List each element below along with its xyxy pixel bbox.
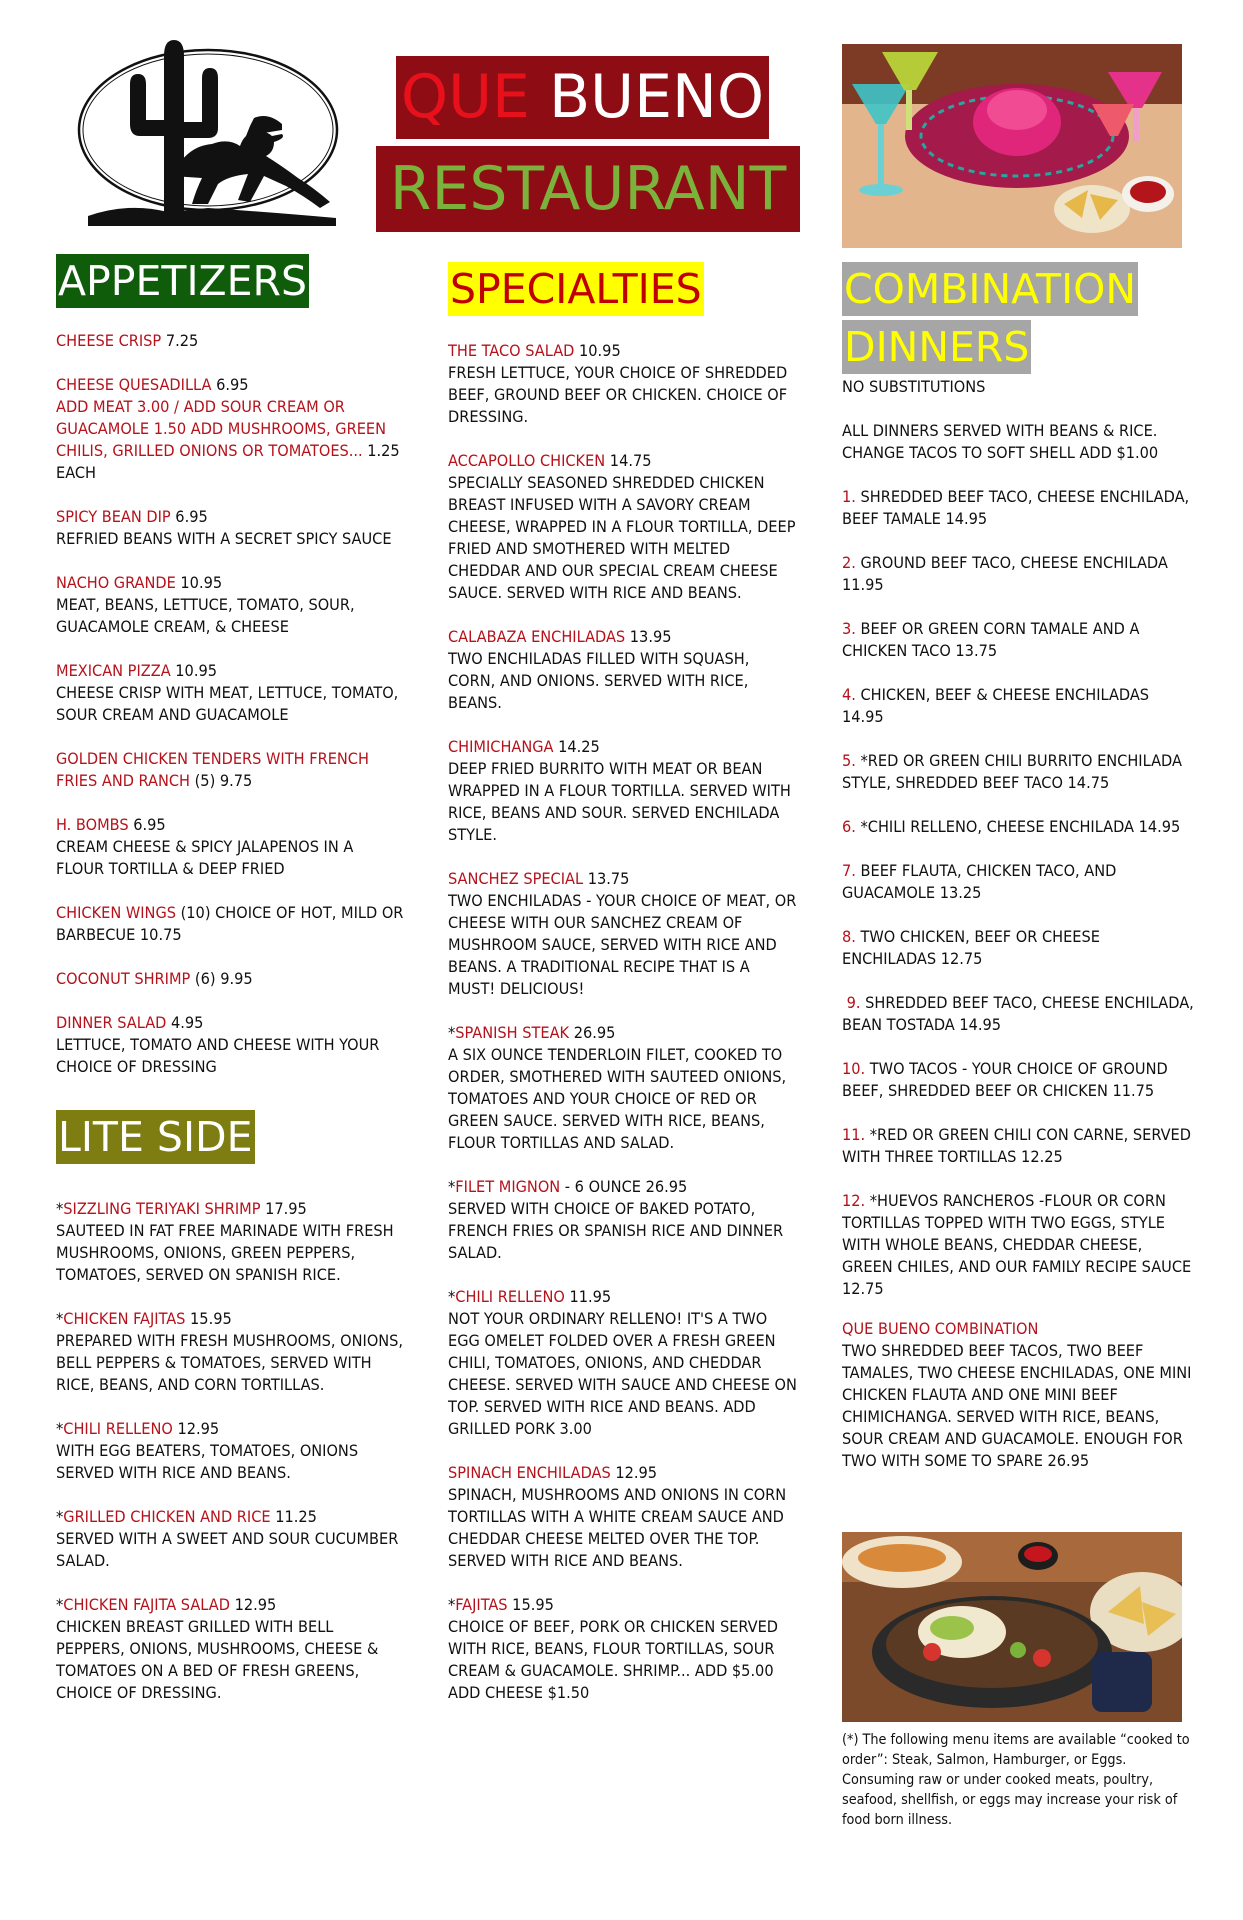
item-name: NACHO GRANDE (56, 573, 176, 592)
item-name: THE TACO SALAD (448, 341, 575, 360)
item-price: 10.95 (574, 341, 621, 360)
menu-item (56, 330, 406, 352)
item-price: 6.95 (128, 815, 166, 834)
combination-note: ALL DINNERS SERVED WITH BEANS & RICE. CHANGE TACOS TO SOFT SHELL ADD $1.00 (842, 421, 1159, 462)
menu-item (56, 902, 406, 946)
menu-item (56, 1506, 406, 1572)
menu-item (56, 1012, 406, 1078)
item-desc: TWO SHREDDED BEEF TACOS, TWO BEEF TAMALES, TWO CHEESE ENCHILADAS, ONE MINI CHICKEN FLAUTA AND ONE MINI BEEF CHIMICHANGA. SERVED WITH RICE, BEANS, SOUR CREAM AND GUACAMOLE. ENOUGH FOR TWO WITH SOME TO SPARE 26.95 (842, 1341, 1192, 1470)
combo-number: 7. (842, 861, 856, 880)
item-name: QUE BUENO COMBINATION (842, 1319, 1039, 1338)
title-line-2: RESTAURANT (376, 146, 800, 232)
combo-item (842, 750, 1194, 794)
combo-number: 6. (842, 817, 856, 836)
item-price: (10) CHOICE OF HOT, MILD OR BARBECUE 10.75 (56, 903, 404, 944)
item-desc: SERVED WITH A SWEET AND SOUR CUCUMBER SALAD. (56, 1529, 399, 1570)
title-line-1 (396, 56, 769, 139)
item-name: DINNER SALAD (56, 1013, 167, 1032)
item-name: CHICKEN WINGS (56, 903, 176, 922)
item-name: SIZZLING TERIYAKI SHRIMP (63, 1199, 261, 1218)
item-desc: LETTUCE, TOMATO AND CHEESE WITH YOUR CHOICE OF DRESSING (56, 1035, 380, 1076)
combo-item (842, 1058, 1194, 1102)
combo-text: *HUEVOS RANCHEROS -FLOUR OR CORN TORTILLAS TOPPED WITH TWO EGGS, STYLE WITH WHOLE BEANS, CHEDDAR CHEESE, GREEN CHILES, AND OUR FAMILY RECIPE SAUCE 12.75 (842, 1191, 1192, 1298)
item-price: 26.95 (569, 1023, 616, 1042)
item-name: H. BOMBS (56, 815, 129, 834)
item-name: CHEESE CRISP (56, 331, 162, 350)
item-desc: SAUTEED IN FAT FREE MARINADE WITH FRESH MUSHROOMS, ONIONS, GREEN PEPPERS, TOMATOES, SERVED ON SPANISH RICE. (56, 1221, 394, 1284)
item-name: SPINACH ENCHILADAS (448, 1463, 611, 1482)
combo-item (842, 860, 1194, 904)
item-price: 6.95 (170, 507, 208, 526)
item-price: 11.95 (564, 1287, 612, 1306)
item-name: CHILI RELLENO (455, 1287, 565, 1306)
item-price: 12.95 (229, 1595, 277, 1614)
item-name: CHICKEN FAJITAS (63, 1309, 186, 1328)
item-name: CHICKEN FAJITA SALAD (63, 1595, 230, 1614)
combo-text: GROUND BEEF TACO, CHEESE ENCHILADA 11.95 (842, 553, 1168, 594)
combo-number: 9. (842, 993, 861, 1012)
combo-text: TWO CHICKEN, BEEF OR CHEESE ENCHILADAS 12.75 (842, 927, 1100, 968)
item-name: MEXICAN PIZZA (56, 661, 171, 680)
menu-item (448, 1176, 800, 1264)
item-desc: CHICKEN BREAST GRILLED WITH BELL PEPPERS, ONIONS, MUSHROOMS, CHEESE & TOMATOES ON A BED OF FRESH GREENS, CHOICE OF DRESSING. (56, 1617, 379, 1702)
item-desc: CHOICE OF BEEF, PORK OR CHICKEN SERVED WITH RICE, BEANS, FLOUR TORTILLAS, SOUR CREAM & GUACAMOLE. SHRIMP... ADD $5.00 ADD CHEESE $1.50 (448, 1617, 779, 1702)
combo-item (842, 1124, 1194, 1168)
item-price: 15.95 (507, 1595, 554, 1614)
item-star: * (56, 1507, 64, 1526)
item-price: 12.95 (172, 1419, 220, 1438)
item-price: 4.95 (166, 1013, 204, 1032)
menu-item (448, 1022, 800, 1154)
item-name: SPICY BEAN DIP (56, 507, 171, 526)
item-star: * (56, 1199, 64, 1218)
combo-number: 11. (842, 1125, 866, 1144)
item-desc: REFRIED BEANS WITH A SECRET SPICY SAUCE (56, 529, 392, 548)
menu-item (448, 450, 800, 604)
item-star: * (56, 1419, 64, 1438)
specialties-heading: SPECIALTIES (448, 262, 704, 316)
combination-heading-line1: COMBINATION (842, 262, 1138, 316)
item-price: 7.25 (161, 331, 199, 350)
combo-number: 8. (842, 927, 856, 946)
item-desc: MEAT, BEANS, LETTUCE, TOMATO, SOUR, GUACAMOLE CREAM, & CHEESE (56, 595, 355, 636)
item-name: CHEESE QUESADILLA (56, 375, 212, 394)
item-desc: A SIX OUNCE TENDERLOIN FILET, COOKED TO ORDER, SMOTHERED WITH SAUTEED ONIONS, TOMATOES AND YOUR CHOICE OF RED OR GREEN SAUCE. SERVED WITH RICE, BEANS, FLOUR TORTILLAS AND SALAD. (448, 1045, 787, 1152)
item-desc: DEEP FRIED BURRITO WITH MEAT OR BEAN WRAPPED IN A FLOUR TORTILLA. SERVED WITH RICE, BEANS AND SOUR. SERVED ENCHILADA STYLE. (448, 759, 791, 844)
item-name: FAJITAS (455, 1595, 508, 1614)
que-bueno-combination (842, 1318, 1194, 1472)
item-desc: FRESH LETTUCE, YOUR CHOICE OF SHREDDED BEEF, GROUND BEEF OR CHICKEN. CHOICE OF DRESSING. (448, 363, 788, 426)
menu-item (56, 748, 406, 792)
lite-side-list (56, 1198, 406, 1726)
menu-item (448, 868, 800, 1000)
item-star: * (448, 1595, 456, 1614)
combo-text: *RED OR GREEN CHILI BURRITO ENCHILADA STYLE, SHREDDED BEEF TACO 14.75 (842, 751, 1182, 792)
cooked-to-order-footnote: (*) The following menu items are available “cooked to order”: Steak, Salmon, Hamburger, or Eggs. Consuming raw or under cooked meats, poultry, seafood, shellfish, or eggs may increase your risk of food born illness. (842, 1732, 1190, 1828)
item-desc: PREPARED WITH FRESH MUSHROOMS, ONIONS, BELL PEPPERS & TOMATOES, SERVED WITH RICE, BEANS, AND CORN TORTILLAS. (56, 1331, 404, 1394)
item-desc: CREAM CHEESE & SPICY JALAPENOS IN A FLOUR TORTILLA & DEEP FRIED (56, 837, 354, 878)
item-price: 17.95 (260, 1199, 307, 1218)
item-name: CHIMICHANGA (448, 737, 554, 756)
menu-item (56, 1418, 406, 1484)
item-price: 14.75 (605, 451, 652, 470)
item-name: COCONUT SHRIMP (56, 969, 191, 988)
combo-number: 4. (842, 685, 856, 704)
item-name: CALABAZA ENCHILADAS (448, 627, 626, 646)
menu-item (56, 1198, 406, 1286)
combo-text: *RED OR GREEN CHILI CON CARNE, SERVED WITH THREE TORTILLAS 12.25 (842, 1125, 1191, 1166)
combo-number: 2. (842, 553, 856, 572)
specialties-list (448, 340, 800, 1726)
item-price: - 6 OUNCE 26.95 (560, 1177, 688, 1196)
item-price: 6.95 (211, 375, 249, 394)
item-price: 12.95 (610, 1463, 658, 1482)
combination-list (842, 376, 1194, 1472)
menu-item (56, 374, 406, 484)
item-price: 10.95 (175, 573, 223, 592)
margaritas-sombrero-photo (842, 44, 1182, 248)
combo-item (842, 486, 1194, 530)
item-name: CHILI RELLENO (63, 1419, 173, 1438)
lite-side-heading: LITE SIDE (56, 1110, 255, 1164)
combo-number: 1. (842, 487, 856, 506)
item-price: (5) 9.75 (190, 771, 253, 790)
item-name: GOLDEN CHICKEN TENDERS WITH FRENCH FRIES AND RANCH (56, 749, 369, 790)
menu-item (56, 660, 406, 726)
item-desc: TWO ENCHILADAS - YOUR CHOICE OF MEAT, OR CHEESE WITH OUR SANCHEZ CREAM OF MUSHROOM SAUCE, SERVED WITH RICE AND BEANS. A TRADITIONAL RECIPE THAT IS A MUST! DELICIOUS! (448, 891, 797, 998)
item-star: * (448, 1287, 456, 1306)
title-word-bueno: BUENO (549, 62, 765, 132)
combo-text: *CHILI RELLENO, CHEESE ENCHILADA 14.95 (855, 817, 1181, 836)
combination-heading-line2: DINNERS (842, 320, 1031, 374)
item-desc: SPINACH, MUSHROOMS AND ONIONS IN CORN TORTILLAS WITH A WHITE CREAM SAUCE AND CHEDDAR CHEESE MELTED OVER THE TOP. SERVED WITH RICE AND BEANS. (448, 1485, 787, 1570)
item-price: (6) 9.95 (190, 969, 253, 988)
menu-item (56, 506, 406, 550)
appetizers-heading: APPETIZERS (56, 254, 309, 308)
menu-item (56, 1594, 406, 1704)
fajita-platter-photo (842, 1532, 1182, 1722)
combo-number: 3. (842, 619, 856, 638)
item-price: 14.25 (553, 737, 600, 756)
item-name: FILET MIGNON (455, 1177, 561, 1196)
item-price: 15.95 (185, 1309, 232, 1328)
combo-number: 12. (842, 1191, 866, 1210)
combo-text: CHICKEN, BEEF & CHEESE ENCHILADAS 14.95 (842, 685, 1150, 726)
item-name: ACCAPOLLO CHICKEN (448, 451, 606, 470)
item-desc: CHEESE CRISP WITH MEAT, LETTUCE, TOMATO, SOUR CREAM AND GUACAMOLE (56, 683, 399, 724)
menu-item (56, 968, 406, 990)
menu-item (56, 1308, 406, 1396)
combo-item (842, 926, 1194, 970)
item-price: 11.25 (270, 1507, 317, 1526)
item-desc: SERVED WITH CHOICE OF BAKED POTATO, FRENCH FRIES OR SPANISH RICE AND DINNER SALAD. (448, 1199, 784, 1262)
combination-note: NO SUBSTITUTIONS (842, 377, 986, 396)
item-extra: ADD MEAT 3.00 / ADD SOUR CREAM OR GUACAMOLE 1.50 ADD MUSHROOMS, GREEN CHILIS, GRILLED ONIONS OR TOMATOES... (56, 397, 387, 460)
item-desc: SPECIALLY SEASONED SHREDDED CHICKEN BREAST INFUSED WITH A SAVORY CREAM CHEESE, WRAPPED IN A FLOUR TORTILLA, DEEP FRIED AND SMOTHERED WITH MELTED CHEDDAR AND OUR SPECIAL CREAM CHEESE SAUCE. SERVED WITH RICE AND BEANS. (448, 473, 796, 602)
item-star: * (56, 1309, 64, 1328)
appetizers-list (56, 330, 406, 1100)
item-desc: NOT YOUR ORDINARY RELLENO! IT'S A TWO EGG OMELET FOLDED OVER A FRESH GREEN CHILI, TOMATOES, ONIONS, AND CHEDDAR CHEESE. SERVED WITH SAUCE AND CHEESE ON TOP. SERVED WITH RICE AND BEANS. ADD GRILLED PORK 3.00 (448, 1309, 797, 1438)
item-name: SANCHEZ SPECIAL (448, 869, 584, 888)
item-extra-price: 1.25 EACH (56, 441, 400, 482)
menu-item (448, 1594, 800, 1704)
combo-number: 10. (842, 1059, 866, 1078)
item-price: 13.75 (583, 869, 630, 888)
menu-item (56, 814, 406, 880)
combo-item (842, 684, 1194, 728)
menu-item (448, 736, 800, 846)
item-desc: TWO ENCHILADAS FILLED WITH SQUASH, CORN, AND ONIONS. SERVED WITH RICE, BEANS. (448, 649, 750, 712)
combo-text: BEEF OR GREEN CORN TAMALE AND A CHICKEN TACO 13.75 (842, 619, 1140, 660)
combo-item (842, 816, 1194, 838)
cactus-cowboy-logo (68, 26, 348, 236)
menu-item (448, 340, 800, 428)
item-star: * (56, 1595, 64, 1614)
menu-item (448, 626, 800, 714)
title-word-que: QUE (400, 62, 530, 132)
combo-text: SHREDDED BEEF TACO, CHEESE ENCHILADA, BEEF TAMALE 14.95 (842, 487, 1190, 528)
menu-item (448, 1286, 800, 1440)
combo-text: SHREDDED BEEF TACO, CHEESE ENCHILADA, BEAN TOSTADA 14.95 (842, 993, 1194, 1034)
combo-number: 5. (842, 751, 856, 770)
item-star: * (448, 1023, 456, 1042)
item-star: * (448, 1177, 456, 1196)
combo-text: TWO TACOS - YOUR CHOICE OF GROUND BEEF, SHREDDED BEEF OR CHICKEN 11.75 (842, 1059, 1168, 1100)
item-price: 10.95 (170, 661, 217, 680)
item-name: SPANISH STEAK (455, 1023, 570, 1042)
menu-item (56, 572, 406, 638)
item-name: GRILLED CHICKEN AND RICE (63, 1507, 271, 1526)
menu-item (448, 1462, 800, 1572)
combo-item (842, 552, 1194, 596)
combo-item (842, 992, 1194, 1036)
item-desc: WITH EGG BEATERS, TOMATOES, ONIONS SERVED WITH RICE AND BEANS. (56, 1441, 359, 1482)
item-price: 13.95 (625, 627, 672, 646)
combo-item (842, 1190, 1194, 1300)
combo-text: BEEF FLAUTA, CHICKEN TACO, AND GUACAMOLE 13.25 (842, 861, 1117, 902)
combo-item (842, 618, 1194, 662)
